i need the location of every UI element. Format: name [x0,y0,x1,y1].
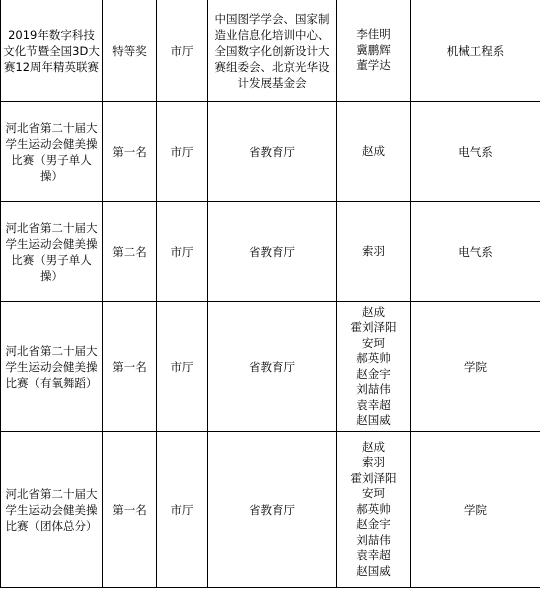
student-name: 郝英帅 [356,351,391,365]
table-row [1,202,540,302]
table-row [1,302,540,432]
student-name: 赵国威 [356,413,391,427]
level-cell: 市厅 [157,202,208,302]
student-name: 安珂 [362,335,385,350]
department-cell: 电气系 [411,202,540,302]
names-cell [337,102,411,202]
organizer-cell: 省教育厅 [208,202,337,302]
names-cell [337,432,411,588]
student-name: 赵成 [362,304,385,319]
event-cell: 河北省第二十届大学生运动会健美操比赛（有氧舞蹈） [1,302,103,432]
student-name: 李佳明 [356,27,391,42]
student-name: 赵成 [362,143,385,158]
level-cell: 市厅 [157,432,208,588]
department-cell: 学院 [411,432,540,588]
student-name: 袁幸超 [356,548,391,563]
student-name: 霍刘泽阳 [350,470,397,485]
student-name: 索羽 [362,243,385,258]
student-name: 刘喆伟 [356,532,391,547]
student-name: 刘喆伟 [356,382,391,396]
student-name: 索羽 [362,455,385,470]
student-name: 赵金宇 [356,517,391,532]
student-name: 赵国威 [356,563,391,578]
student-name: 董学达 [356,58,391,73]
department-cell: 机械工程系 [411,0,540,102]
table-row [1,0,540,102]
organizer-cell: 省教育厅 [208,302,337,432]
department-cell: 学院 [411,302,540,432]
organizer-cell: 中国图学学会、国家制造业信息化培训中心、 全国数字化创新设计大赛组委会、北京光华设计发展基金会 [208,0,337,102]
student-name: 赵成 [362,439,385,454]
event-cell: 河北省第二十届大学生运动会健美操比赛（男子单人操） [1,102,103,202]
names-cell [337,0,411,102]
award-cell: 第二名 [103,202,157,302]
award-cell: 第一名 [103,102,157,202]
names-cell [337,202,411,302]
table-row [1,432,540,588]
award-cell: 第一名 [103,302,157,432]
student-name: 赵金宇 [356,366,391,381]
organizer-cell: 省教育厅 [208,102,337,202]
organizer-cell: 省教育厅 [208,432,337,588]
student-name: 袁幸超 [356,397,391,412]
student-name: 安珂 [362,486,385,501]
table-row [1,102,540,202]
student-name: 冀鹏辉 [356,42,391,57]
award-cell: 特等奖 [103,0,157,102]
event-cell: 2019年数字科技文化节暨全国3D大赛12周年精英联赛 [1,0,103,102]
student-name: 郝英帅 [356,501,391,516]
event-cell: 河北省第二十届大学生运动会健美操比赛（男子单人操） [1,202,103,302]
student-name: 霍刘泽阳 [350,320,397,334]
department-cell: 电气系 [411,102,540,202]
level-cell: 市厅 [157,0,208,102]
award-cell: 第一名 [103,432,157,588]
level-cell: 市厅 [157,302,208,432]
level-cell: 市厅 [157,102,208,202]
names-cell [337,302,411,432]
event-cell: 河北省第二十届大学生运动会健美操比赛（团体总分） [1,432,103,588]
